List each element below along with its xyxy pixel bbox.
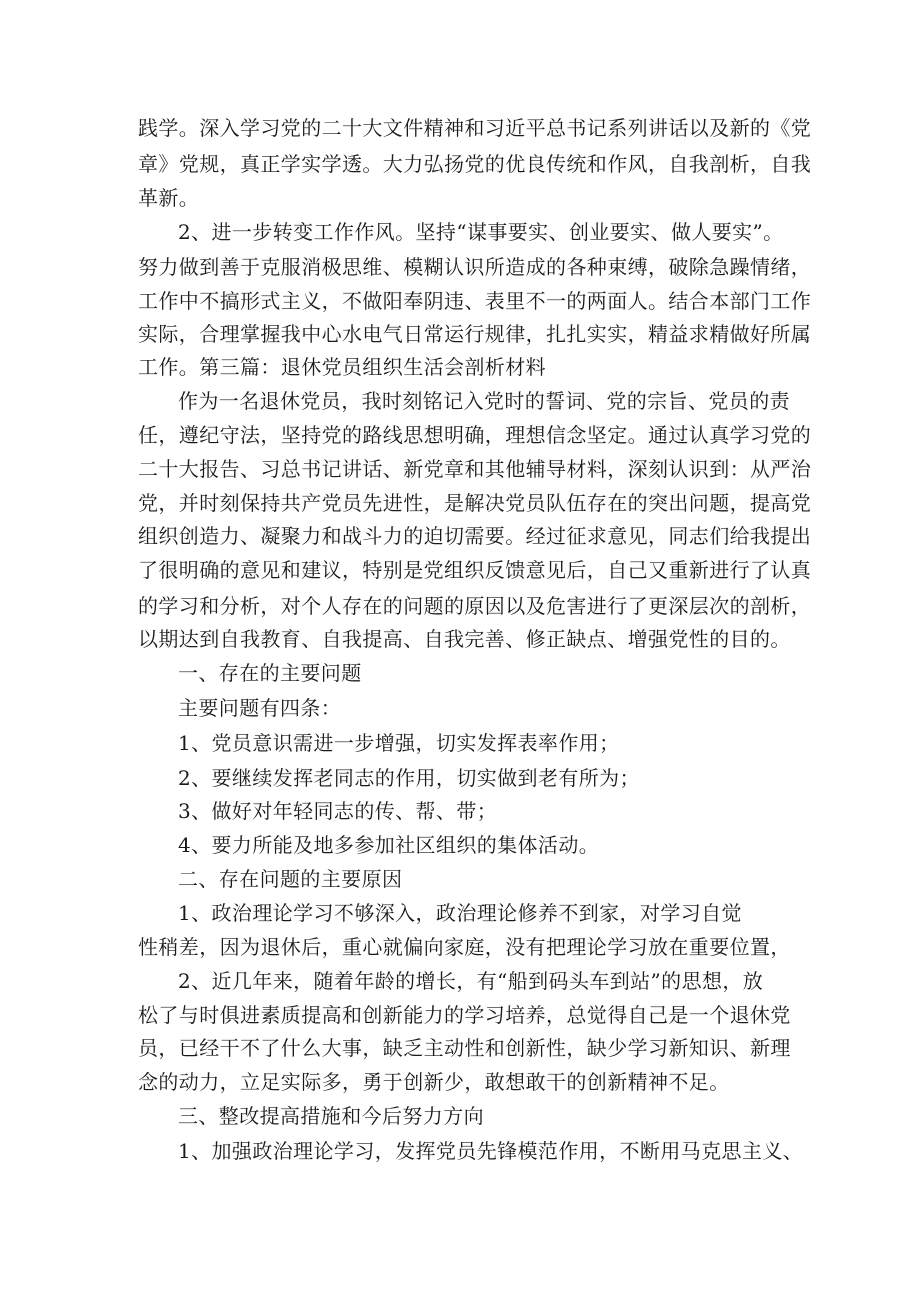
- text-line: 作为一名退休党员，我时刻铭记入党时的誓词、党的宗旨、党员的责: [178, 389, 790, 413]
- text-line: 主要问题有四条：: [178, 696, 342, 720]
- section-heading: 一、存在的主要问题: [178, 661, 362, 685]
- text-line: 念的动力，立足实际多，勇于创新少，敢想敢干的创新精神不足。: [138, 1070, 730, 1094]
- text-line: 二十大报告、习总书记讲话、新党章和其他辅导材料，深刻认识到：从严治: [138, 457, 812, 481]
- text-line: 章》党规，真正学实学透。大力弘扬党的优良传统和作风，自我剖析，自我: [138, 152, 812, 176]
- text-line: 了很明确的意见和建议，特别是党组织反馈意见后，自己又重新进行了认真: [138, 558, 812, 582]
- text-line: 工作。第三篇：退休党员组织生活会剖析材料: [138, 355, 546, 379]
- section-heading: 三、整改提高措施和今后努力方向: [178, 1104, 484, 1128]
- list-item: 3、做好对年轻同志的传、帮、带；: [178, 799, 498, 823]
- text-line: 组织创造力、凝聚力和战斗力的迫切需要。经过征求意见，同志们给我提出: [138, 524, 812, 548]
- text-line: 实际，合理掌握我中心水电气日常运行规律，扎扎实实，精益求精做好所属: [138, 322, 812, 346]
- text-line: 松了与时俱进素质提高和创新能力的学习培养，总觉得自己是一个退休党: [138, 1003, 791, 1027]
- section-heading: 二、存在问题的主要原因: [178, 867, 403, 891]
- list-item: 4、要力所能及地多参加社区组织的集体活动。: [178, 833, 600, 857]
- list-item: 2、要继续发挥老同志的作用，切实做到老有所为；: [178, 766, 640, 790]
- text-line: 践学。深入学习党的二十大文件精神和习近平总书记系列讲话以及新的《党: [138, 116, 812, 140]
- text-line: 员，已经干不了什么大事，缺乏主动性和创新性，缺少学习新知识、新理: [138, 1036, 791, 1060]
- text-line: 的学习和分析，对个人存在的问题的原因以及危害进行了更深层次的剖析，: [138, 594, 812, 618]
- text-line: 革新。: [138, 186, 200, 210]
- text-line: 党，并时刻保持共产党员先进性，是解决党员队伍存在的突出问题，提高党: [138, 491, 812, 515]
- text-line: 1、政治理论学习不够深入，政治理论修养不到家，对学习自觉: [178, 901, 742, 925]
- list-item: 1、党员意识需进一步增强，切实发挥表率作用；: [178, 731, 620, 755]
- text-line: 2、近几年来，随着年龄的增长，有“船到码头车到站”的思想，放: [178, 969, 764, 993]
- text-line: 努力做到善于克服消极思维、模糊认识所造成的各种束缚，破除急躁情绪，: [138, 255, 812, 279]
- text-line: 2、进一步转变工作作风。坚持“谋事要实、创业要实、做人要实”。: [178, 220, 784, 244]
- text-line: 以期达到自我教育、自我提高、自我完善、修正缺点、增强党性的目的。: [138, 627, 791, 651]
- text-line: 1、加强政治理论学习，发挥党员先锋模范作用，不断用马克思主义、: [178, 1139, 804, 1163]
- text-line: 工作中不搞形式主义，不做阳奉阴违、表里不一的两面人。结合本部门工作: [138, 289, 812, 313]
- text-line: 任，遵纪守法，坚持党的路线思想明确，理想信念坚定。通过认真学习党的: [138, 423, 812, 447]
- text-line: 性稍差，因为退休后，重心就偏向家庭，没有把理论学习放在重要位置，: [138, 935, 791, 959]
